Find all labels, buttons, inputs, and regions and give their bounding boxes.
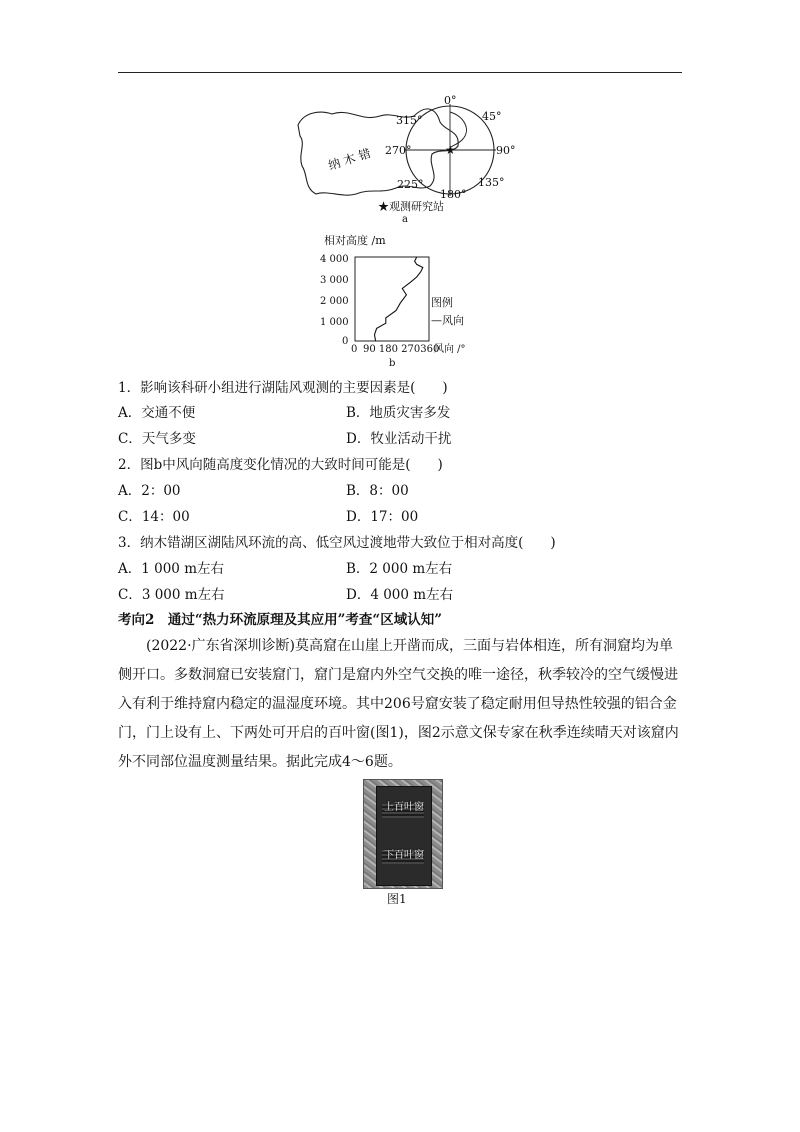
q2-option-c: C．14：00 — [118, 509, 190, 525]
figure-a-caption: a — [402, 214, 408, 225]
y-tick-2000: 2 000 — [320, 296, 349, 307]
lower-louver-label: 下百叶窗 — [384, 850, 424, 861]
x-ticks: 90 180 270360 — [363, 344, 440, 355]
upper-louver-label: 上百叶窗 — [384, 802, 424, 813]
q1-option-c: C．天气多变 — [118, 431, 196, 447]
x-axis-label: 风向 /° — [434, 344, 466, 355]
y-tick-3000: 3 000 — [320, 275, 349, 286]
q3-option-a: A．1 000 m左右 — [118, 561, 224, 577]
lake-label: 纳 木 错 — [326, 146, 373, 173]
lake-outline — [298, 109, 458, 195]
dir-180: 180° — [440, 188, 467, 201]
q2-option-d: D．17：00 — [346, 509, 419, 525]
dir-45: 45° — [482, 110, 502, 123]
wind-direction-line — [375, 257, 423, 341]
figure-a-map — [290, 90, 520, 225]
y-tick-1000: 1 000 — [320, 317, 349, 328]
q1-option-b: B．地质灾害多发 — [346, 405, 451, 421]
x-tick-0: 0 — [351, 344, 358, 355]
y-axis-label: 相对高度 /m — [324, 234, 386, 247]
door-photo — [363, 779, 443, 889]
y-tick-4000: 4 000 — [320, 254, 349, 265]
q3-option-b: B．2 000 m左右 — [346, 561, 453, 577]
question-3-stem: 3．纳木错湖区湖陆风环流的高、低空风过渡地带大致位于相对高度( ) — [118, 535, 556, 551]
figure-b-chart — [318, 232, 488, 368]
plot-frame — [355, 257, 429, 341]
figure-1-caption: 图1 — [387, 892, 407, 906]
section-heading: 考向2 通过“热力环流原理及其应用”考查“区域认知” — [118, 612, 442, 628]
dir-315: 315° — [396, 114, 423, 127]
star-icon: ★ — [445, 143, 456, 157]
legend-item: —风向 — [431, 314, 464, 327]
dir-90: 90° — [496, 144, 516, 157]
q2-option-a: A．2：00 — [118, 483, 181, 499]
q2-option-b: B．8：00 — [346, 483, 409, 499]
station-label: ★观测研究站 — [378, 200, 444, 213]
dir-225: 225° — [397, 178, 424, 191]
header-rule — [118, 72, 682, 73]
dir-270: 270° — [385, 144, 412, 157]
legend-title: 图例 — [431, 296, 453, 309]
dir-135: 135° — [478, 176, 505, 189]
q1-option-d: D．牧业活动干扰 — [346, 431, 452, 447]
intro-paragraph: (2022·广东省深圳诊断)莫高窟在山崖上开凿而成，三面与岩体相连，所有洞窟均为单侧开口。多数洞窟已安装窟门，窟门是窟内外空气交换的唯一途径，秋季较冷的空气缓慢进入有利于维持窟内稳定的温湿度环境。其中206号窟安装了稳定耐用但导热性较强的铝合金门，门上设有上、下两处可开启的百叶窗(图1)，图2示意文保专家在秋季连续晴天对该窟内外不同部位温度测量结果。据此完成4～6题。 — [118, 638, 679, 770]
dir-0: 0° — [444, 94, 457, 107]
question-2-stem: 2．图b中风向随高度变化情况的大致时间可能是( ) — [118, 457, 443, 473]
q3-option-d: D．4 000 m左右 — [346, 587, 454, 603]
question-1-stem: 1．影响该科研小组进行湖陆风观测的主要因素是( ) — [118, 380, 448, 396]
q1-option-a: A．交通不便 — [118, 405, 196, 421]
y-tick-0: 0 — [342, 336, 349, 347]
figure-b-caption: b — [389, 358, 396, 368]
q3-option-c: C．3 000 m左右 — [118, 587, 225, 603]
